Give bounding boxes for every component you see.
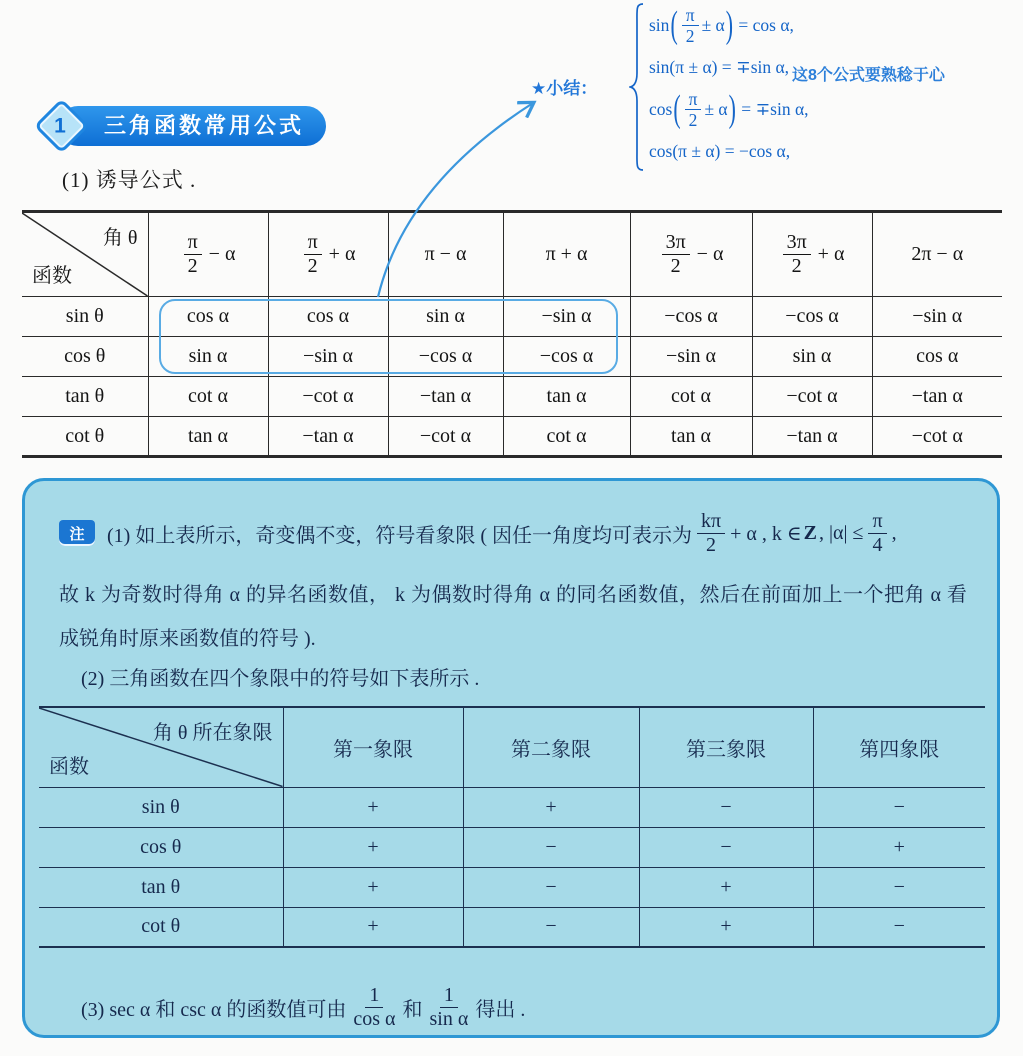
summary-label: ★小结：	[531, 79, 598, 98]
formula-line-4: cos(π ± α) = −cos α,	[649, 141, 791, 161]
table-cell: cot α	[148, 377, 268, 417]
table-cell: +	[283, 867, 463, 907]
table-row	[39, 787, 985, 827]
rparen: )	[725, 3, 733, 46]
note-paragraph-3: (3) sec α 和 csc α 的函数值可由 $\frac{1}{\text{cos α}}$ 和 $\frac{1}{\text{sin α}}$ 得出 .	[81, 983, 526, 1030]
table-cell: −sin α	[503, 297, 630, 337]
note-paragraph-1-line-1: 注 (1) 如上表所示，奇变偶不变，符号看象限 ( 因任一角度均可表示为 $\frac{k\pi}{2}$ + α , k ∈ Z , |α| ≤ $\frac{\pi}{4}$ ,	[59, 503, 897, 563]
table-cell: +	[283, 827, 463, 867]
summary-side-note: 这8个公式要熟稔于心	[792, 67, 945, 84]
table-cell: −cot α	[388, 417, 503, 457]
summary-formulas	[649, 2, 809, 172]
row-label: sin θ	[22, 297, 148, 337]
table-cell: cot α	[630, 377, 752, 417]
formula-line-2: sin(π ± α) = ∓sin α,	[649, 57, 790, 77]
table-cell: −cot α	[872, 417, 1002, 457]
table-cell: −	[813, 867, 985, 907]
quadrant-sign-table	[39, 706, 985, 948]
table-cell: −tan α	[388, 377, 503, 417]
table-cell: +	[639, 907, 813, 947]
table-cell: −tan α	[268, 417, 388, 457]
table-cell: sin α	[752, 337, 872, 377]
table-cell: −cot α	[268, 377, 388, 417]
fraction: $\frac{1}{\text{cos α}}$	[353, 983, 396, 1030]
table-cell: +	[813, 827, 985, 867]
note-paragraph-2: (2) 三角函数在四个象限中的符号如下表所示 .	[81, 668, 480, 690]
corner-cell	[39, 707, 283, 787]
table-cell: +	[639, 867, 813, 907]
row-label: sin θ	[39, 787, 283, 827]
section-title: 三角函数常用公式	[104, 113, 305, 138]
table-row	[22, 297, 1002, 337]
formula-arg: ± α	[704, 99, 728, 119]
table-cell: −	[639, 787, 813, 827]
table-cell: +	[283, 787, 463, 827]
table-cell: −cos α	[630, 297, 752, 337]
header-cell: 第三象限	[639, 707, 813, 787]
table-cell: −cos α	[503, 337, 630, 377]
corner-label-angle: 角 θ	[102, 227, 138, 249]
fraction: $\frac{\pi}{2}$	[685, 89, 702, 130]
table-cell: cos α	[268, 297, 388, 337]
header-cell: 第四象限	[813, 707, 985, 787]
table-cell: sin α	[148, 337, 268, 377]
fraction: $\frac{k\pi}{2}$	[697, 510, 725, 557]
table-header-row	[39, 707, 985, 787]
note-book-icon: 注	[59, 520, 95, 546]
formula-line-1	[649, 2, 809, 49]
section-badge	[54, 106, 326, 146]
header-cell: 第二象限	[463, 707, 639, 787]
note-box	[22, 478, 1000, 1038]
section-badge-pill	[54, 106, 326, 146]
table-cell: −tan α	[872, 377, 1002, 417]
lparen: (	[670, 3, 678, 46]
table-cell: −	[463, 827, 639, 867]
note-paragraph-1-line-3: 成锐角时原来函数值的符号 ).	[59, 628, 316, 650]
table-row	[39, 827, 985, 867]
table-cell: −	[463, 907, 639, 947]
integer-set-symbol: Z	[803, 521, 817, 544]
table-row	[39, 907, 985, 947]
table-cell: −	[639, 827, 813, 867]
fraction: $\frac{\pi}{2}$	[682, 5, 699, 46]
table-row	[22, 337, 1002, 377]
lparen: (	[673, 87, 681, 130]
header-cell: 第一象限	[283, 707, 463, 787]
table-cell: cos α	[872, 337, 1002, 377]
row-label: tan θ	[22, 377, 148, 417]
table-header-row	[22, 212, 1002, 297]
header-cell: π + α	[503, 212, 630, 297]
table-cell: sin α	[388, 297, 503, 337]
rparen: )	[728, 87, 736, 130]
table-cell: −sin α	[268, 337, 388, 377]
table-cell: −cot α	[752, 377, 872, 417]
fraction: $\frac{\pi}{4}$	[868, 510, 886, 557]
header-cell: $\frac{3\pi}{2}$ + α	[752, 212, 872, 297]
table-cell: −sin α	[872, 297, 1002, 337]
header-cell: $\frac{\pi}{2}$ − α	[148, 212, 268, 297]
summary-formula-block	[629, 2, 809, 172]
subsection-heading: (1) 诱导公式 .	[62, 168, 197, 192]
table-cell: −	[463, 867, 639, 907]
row-label: cos θ	[39, 827, 283, 867]
table-cell: −cos α	[752, 297, 872, 337]
row-label: cot θ	[141, 915, 181, 938]
header-cell: $\frac{3\pi}{2}$ − α	[630, 212, 752, 297]
table-row	[22, 417, 1002, 457]
row-label: cot θ	[65, 424, 105, 447]
header-cell: π − α	[388, 212, 503, 297]
formula-rhs: = ∓sin α,	[741, 99, 809, 119]
table-cell: −sin α	[630, 337, 752, 377]
formula-arg: ± α	[701, 15, 725, 35]
fraction: $\frac{1}{\text{sin α}}$	[429, 983, 469, 1030]
induction-table	[22, 210, 1002, 458]
table-cell: −cos α	[388, 337, 503, 377]
row-label: tan θ	[39, 867, 283, 907]
corner-label-function: 函数	[49, 755, 89, 778]
table-cell: tan α	[503, 377, 630, 417]
header-cell: $\frac{\pi}{2}$ + α	[268, 212, 388, 297]
formula-rhs: = cos α,	[738, 15, 794, 35]
header-cell: 2π − α	[872, 212, 1002, 297]
corner-cell	[22, 212, 148, 297]
table-cell: −tan α	[752, 417, 872, 457]
table-cell: cot α	[503, 417, 630, 457]
formula-fn: cos	[649, 99, 673, 119]
table-cell: tan α	[148, 417, 268, 457]
table-cell: +	[283, 907, 463, 947]
table-row	[39, 867, 985, 907]
note-paragraph-1-line-2: 故 k 为奇数时得角 α 的异名函数值， k 为偶数时得角 α 的同名函数值，然后在前面加上一个把角 α 看	[59, 584, 968, 606]
table-cell: −	[813, 787, 985, 827]
section-number: 1	[54, 114, 69, 137]
table-cell: tan α	[630, 417, 752, 457]
brace-icon	[629, 2, 644, 172]
formula-line-3	[649, 86, 809, 133]
table-cell: cos α	[148, 297, 268, 337]
corner-label-quadrant: 角 θ 所在象限	[152, 722, 273, 744]
table-row	[22, 377, 1002, 417]
formula-fn: sin	[649, 15, 670, 35]
table-cell: +	[463, 787, 639, 827]
row-label: cos θ	[22, 337, 148, 377]
corner-label-function: 函数	[32, 265, 72, 287]
table-cell: −	[813, 907, 985, 947]
